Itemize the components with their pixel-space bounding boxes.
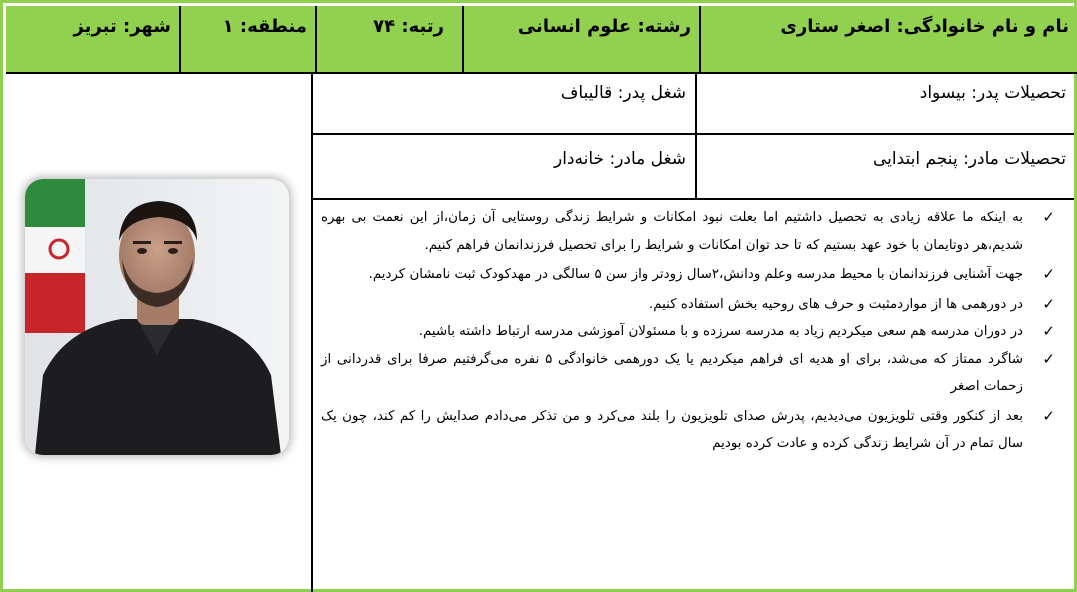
list-item-text: جهت آشنایی فرزندانمان با محیط مدرسه وعلم ودانش،۲سال زودتر واز سن ۵ سالگی در مهدکودک ثبت نامشان کردیم. (368, 267, 1023, 282)
header-row (6, 6, 1077, 74)
list-item (321, 346, 1057, 401)
city-value: شهر: تبریز (73, 16, 171, 37)
flag-graphic (25, 179, 85, 333)
list-item (321, 291, 1057, 319)
region-cell (179, 6, 315, 72)
list-item-text: در دوران مدرسه هم سعی میکردیم زیاد به مدرسه سرزده و با مسئولان آموزشی مدرسه ارتباط داشته باشیم. (418, 324, 1023, 339)
field-cell (462, 6, 699, 72)
mother-job: شغل مادر: خانه‌دار (554, 149, 686, 169)
student-photo (25, 179, 289, 455)
study-field: رشته: علوم انسانی (517, 16, 691, 37)
student-name: نام و نام خانوادگی: اصغر ستاری (780, 16, 1069, 37)
student-photo-image (25, 179, 289, 455)
list-item (321, 204, 1057, 259)
mother-education: تحصیلات مادر: پنجم ابتدایی (872, 149, 1066, 169)
parents-bottom-divider (313, 198, 1074, 200)
check-mark-icon: ✓ (1042, 208, 1055, 226)
check-mark-icon: ✓ (1042, 322, 1055, 340)
check-mark-icon: ✓ (1042, 294, 1055, 313)
list-item-text: شاگرد ممتاز که می‌شد، برای او هدیه ای فراهم میکردیم یا یک دورهمی خانوادگی ۵ نفره می‌گرفتیم صرفا برای قدردانی از زحمات اصغر (321, 351, 1023, 394)
list-item (321, 403, 1057, 458)
list-item-text: در دورهمی ها از موارد‌مثبت و حرف های روحیه بخش استفاده کنیم. (648, 296, 1023, 312)
check-mark-icon: ✓ (1042, 265, 1055, 283)
family-notes-list (321, 204, 1057, 458)
name-cell (699, 6, 1077, 72)
list-item-text: به اینکه ما علاقه زیادی به تحصیل داشتیم اما بعلت نبود امکانات و شرایط زندگی روستایی آن زمان،از این نعمت بی بهره شدیم،هر دوتایمان با خود عهد بستیم که تا حد توان امکانات و شرایط را برای تحصیل فرزندانمان فراهم کنیم. (321, 210, 1023, 253)
photo-column-divider (311, 72, 313, 592)
parents-row-divider (313, 133, 1074, 135)
rank-cell (315, 6, 462, 72)
father-education: تحصیلات پدر: بیسواد (919, 83, 1066, 103)
check-mark-icon: ✓ (1042, 406, 1055, 425)
city-cell (6, 6, 179, 72)
region-value: منطقه: ۱ (222, 16, 307, 37)
list-item-text: بعد از کنکور وقتی تلویزیون می‌دیدیم، پدرش صدای تلویزیون را بلند می‌کرد و من تذکر می‌دادم صدایش را کم کند، چون یک سال تمام در آن شرایط زندگی کرده و عادت کرده بودیم (321, 408, 1023, 451)
rank-value: رتبه: ۷۴ (373, 16, 444, 37)
parents-column-divider (695, 72, 697, 199)
check-mark-icon: ✓ (1042, 349, 1055, 368)
father-job: شغل پدر: قالیباف (560, 83, 686, 103)
list-item (321, 318, 1057, 346)
list-item (321, 261, 1057, 289)
